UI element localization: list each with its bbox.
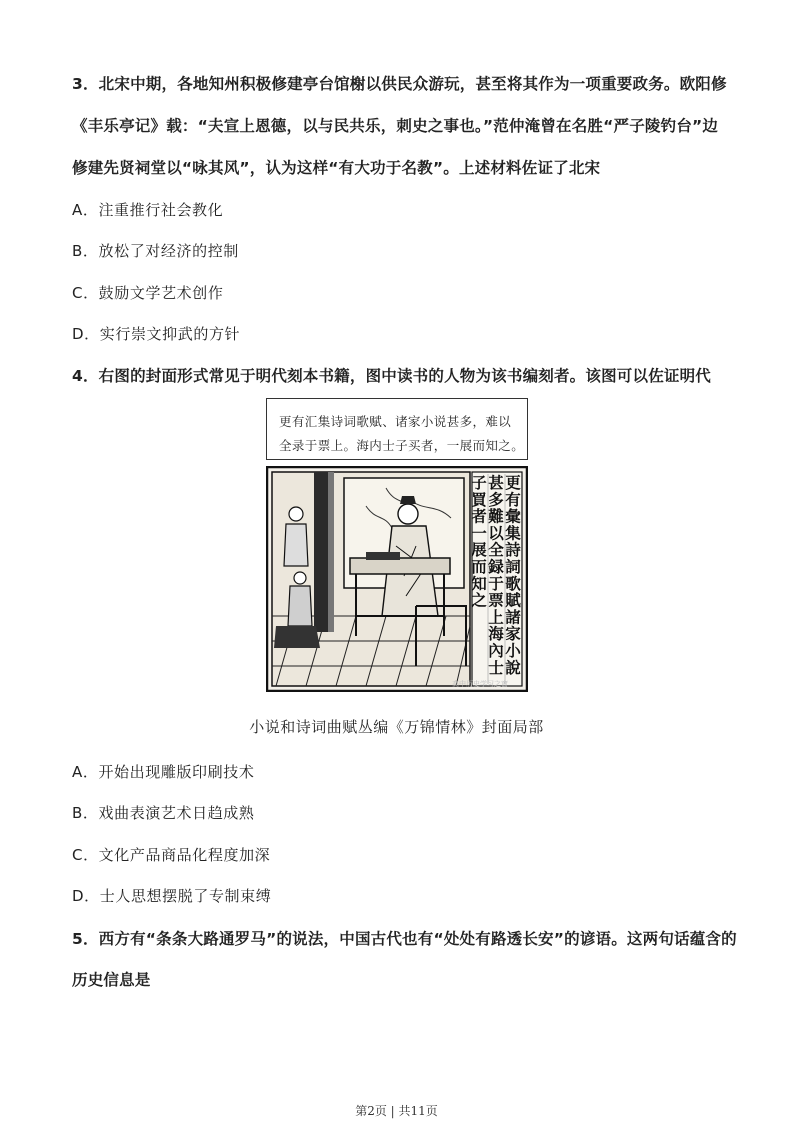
q4-option-c: C．文化产品商品化程度加深 [72, 846, 271, 864]
q5-stem-line-2: 历史信息是 [72, 971, 151, 989]
q4-option-d: D．士人思想摆脱了专制束缚 [72, 887, 272, 905]
q3-option-d: D．实行崇文抑武的方针 [72, 325, 241, 343]
q4-option-a: A．开始出现雕版印刷技术 [72, 763, 255, 781]
woodcut-translation-box [266, 398, 528, 460]
q4-option-b: B．戏曲表演艺术日趋成熟 [72, 804, 255, 822]
woodcut-cover-image [266, 466, 528, 692]
q3-stem-line-2: 《丰乐亭记》载：“夫宣上恩德，以与民共乐，刺史之事也。”范仲淹曾在名胜“严子陵钓台”边 [72, 117, 719, 135]
woodcut-column-1: 更有彙集詩詞歌賦諸家小說 [505, 473, 521, 677]
q3-option-b: B．放松了对经济的控制 [72, 242, 239, 260]
q3-option-a: A．注重推行社会教化 [72, 201, 224, 219]
q3-stem-line-1: 3．北宋中期，各地知州积极修建亭台馆榭以供民众游玩，甚至将其作为一项重要政务。欧阳修 [72, 75, 727, 93]
watermark: 高中历史学习之窗 [452, 680, 508, 688]
woodcut-column-3: 子買者一展而知之 [471, 473, 487, 610]
page-footer: 第2页 | 共11页 [355, 1104, 438, 1118]
woodcut-column-2: 甚多難以全録于票上海內士 [488, 473, 504, 677]
translation-line-2: 全录于票上。海内士子买者，一展而知之。 [279, 438, 525, 453]
q5-stem-line-1: 5．西方有“条条大路通罗马”的说法，中国古代也有“处处有路透长安”的谚语。这两句话蕴含的 [72, 930, 737, 948]
q3-stem-line-3: 修建先贤祠堂以“咏其风”，认为这样“有大功于名教”。上述材料佐证了北宋 [72, 159, 601, 177]
translation-line-1: 更有汇集诗词歌赋、诸家小说甚多，难以 [279, 414, 512, 429]
q3-option-c: C．鼓励文学艺术创作 [72, 284, 224, 302]
figure-caption: 小说和诗词曲赋丛编《万锦情林》封面局部 [249, 718, 544, 736]
q4-stem-line-1: 4．右图的封面形式常见于明代刻本书籍，图中读书的人物为该书编刻者。该图可以佐证明代 [72, 367, 711, 385]
